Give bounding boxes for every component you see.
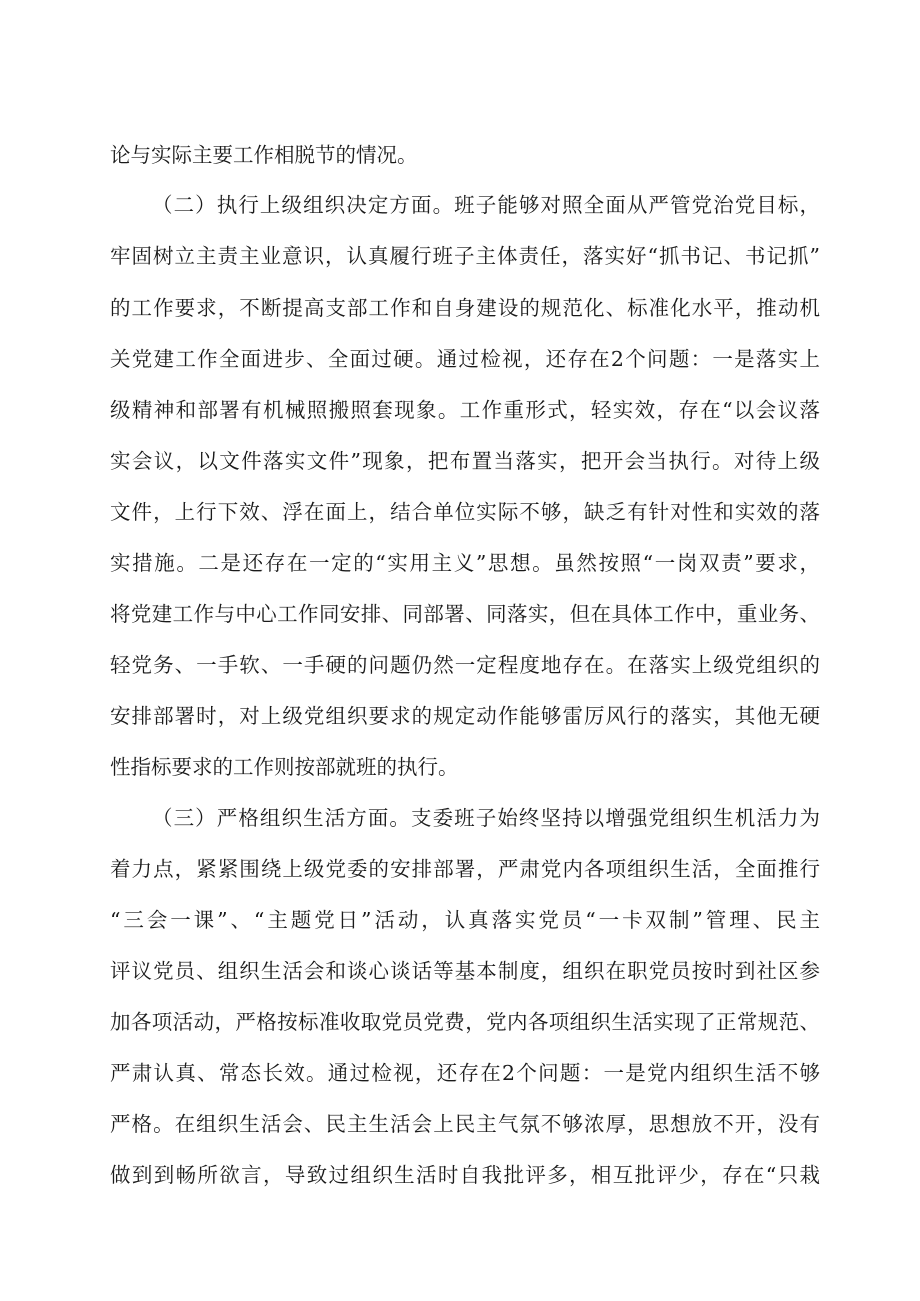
paragraph-line: 加各项活动，严格按标准收取党员党费，党内各项组织生活实现了正常规范、 — [110, 1010, 820, 1034]
paragraph-line: （二）执行上级组织决定方面。班子能够对照全面从严管党治党目标， — [152, 193, 820, 217]
paragraph-line: 文件，上行下效、浮在面上，结合单位实际不够，缺乏有针对性和实效的落 — [110, 500, 820, 524]
paragraph-line: 实措施。二是还存在一定的“实用主义”思想。虽然按照“一岗双责”要求， — [110, 551, 820, 575]
paragraph-line: 做到到畅所欲言，导致过组织生活时自我批评多，相互批评少，存在“只栽 — [110, 1163, 820, 1187]
paragraph-line: 着力点，紧紧围绕上级党委的安排部署，严肃党内各项组织生活，全面推行 — [110, 857, 820, 881]
paragraph-line: 牢固树立主责主业意识，认真履行班子主体责任，落实好“抓书记、书记抓” — [110, 244, 820, 268]
paragraph-line: 性指标要求的工作则按部就班的执行。 — [110, 755, 459, 779]
paragraph-line: 严肃认真、常态长效。通过检视，还存在2个问题：一是党内组织生活不够 — [110, 1061, 820, 1085]
paragraph-line: 轻党务、一手软、一手硬的问题仍然一定程度地存在。在落实上级党组织的 — [110, 653, 820, 677]
paragraph-line: 级精神和部署有机械照搬照套现象。工作重形式，轻实效，存在“以会议落 — [110, 398, 820, 422]
paragraph-line: （三）严格组织生活方面。支委班子始终坚持以增强党组织生机活力为 — [152, 806, 820, 830]
paragraph-line: 关党建工作全面进步、全面过硬。通过检视，还存在2个问题：一是落实上 — [110, 347, 820, 371]
paragraph-line: 实会议，以文件落实文件”现象，把布置当落实，把开会当执行。对待上级 — [110, 449, 820, 473]
paragraph-line: “三会一课”、“主题党日”活动，认真落实党员“一卡双制”管理、民主 — [110, 908, 820, 932]
paragraph-line: 将党建工作与中心工作同安排、同部署、同落实，但在具体工作中，重业务、 — [110, 602, 820, 626]
paragraph-line: 安排部署时，对上级党组织要求的规定动作能够雷厉风行的落实，其他无硬 — [110, 704, 820, 728]
paragraph-line: 论与实际主要工作相脱节的情况。 — [110, 143, 418, 167]
paragraph-line: 的工作要求，不断提高支部工作和自身建设的规范化、标准化水平，推动机 — [110, 296, 820, 320]
paragraph-line: 严格。在组织生活会、民主生活会上民主气氛不够浓厚，思想放不开，没有 — [110, 1112, 820, 1136]
paragraph-line: 评议党员、组织生活会和谈心谈话等基本制度，组织在职党员按时到社区参 — [110, 959, 820, 983]
